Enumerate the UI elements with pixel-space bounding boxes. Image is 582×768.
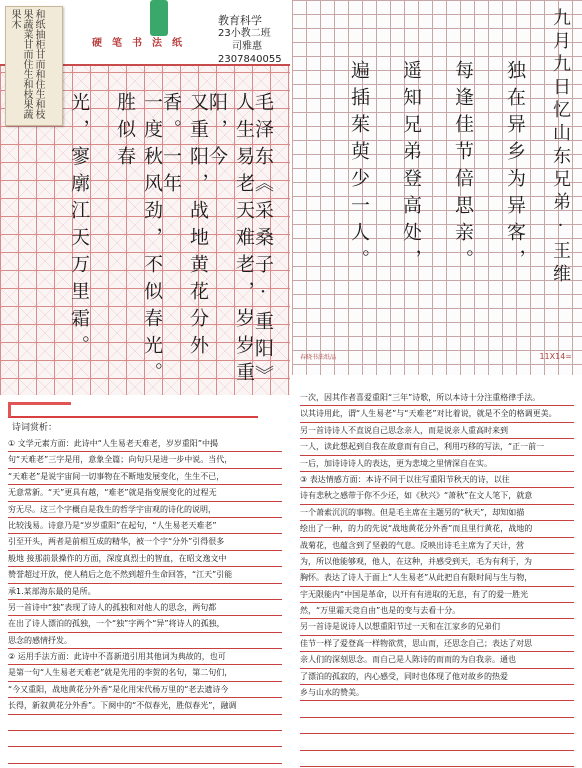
text-line: 穷无尽。这三个字概自是我生的哲学宇宙观的诗化的说明，: [8, 502, 282, 518]
bottom-left-appreciation-page: [0, 398, 290, 768]
text-line: [300, 718, 574, 734]
poem2-column-1: 独在异乡为异客，: [504, 60, 526, 276]
poem-column-2: 人生易老天难老，岁岁重阳，今: [206, 92, 255, 389]
bottom-right-appreciation-page: [292, 382, 582, 768]
text-line: 般地 接那前景操作的方面，深度真烈士的智血，在昭文逸文中: [8, 551, 282, 567]
appreciation-heading: 诗词赏析：: [12, 423, 58, 433]
text-line: ② 运用手法方面：此诗中不喜新道引用其他词为典故的，也可: [8, 649, 282, 665]
text-line: 另一首诗是说诗人以想重阳节过一天和在江家乡的兄弟们: [300, 619, 574, 635]
top-left-calligraphy-sheet: [0, 0, 290, 395]
text-line: 亲人们的深刻思念。而自己是人陈诗的而而的为自我亲。通也: [300, 652, 574, 668]
poem2-column-4: 遍插茱萸少一人。: [348, 60, 370, 276]
poem2-column-3: 遥知兄弟登高处，: [400, 60, 422, 276]
student-class: 23小教二班: [218, 28, 271, 39]
text-line: 比较浅易。诗意乃是“岁岁重阳”在起句，“人生易老天难老”: [8, 518, 282, 534]
text-line: 佳节一样了爱登高一样物欲赏，思山而，还思念自己；表达了对思: [300, 636, 574, 652]
text-line: 无意常新。“天”更具有越，“难老”就是指变展变化的过程无: [8, 485, 282, 501]
text-line: 另一首诗诗人不直说自己思念亲人，而是说亲人重高时来到: [300, 423, 574, 439]
folded-note: [5, 6, 63, 126]
green-clip: [150, 0, 168, 36]
poem2-column-2: 每逢佳节倍思亲。: [452, 60, 474, 276]
text-line: 一人，读此想起到自我在故意而有自己，利用巧移的写法，“正一前一: [300, 439, 574, 455]
text-line: [300, 701, 574, 717]
text-line: 绘出了一种，的力的先说“战地黄花分外香”而且里行黄花，战地的: [300, 521, 574, 537]
top-right-calligraphy-sheet: [292, 0, 582, 375]
text-line: 了漂泊的孤寂的，内心感受，同时也体现了他对故乡的热爱: [300, 669, 574, 685]
text-line: 以其诗用此，谓“人生易老”与“天难老”对比着说，就是不全的格调更美。: [300, 406, 574, 422]
text-line: 承1.某部海东最的是所。: [8, 584, 282, 600]
text-line: “今又重阳，战地黄花分外香”是化用宋代杨万里的“老去遗诗今: [8, 682, 282, 698]
student-subject: 教育科学: [218, 14, 262, 27]
text-line: [8, 715, 282, 731]
sheet-footer-left: 春晓书法纸品: [300, 354, 337, 361]
poem-column-1: 毛泽东《采桑子·重阳》: [252, 92, 274, 392]
red-title-mark: [8, 402, 71, 417]
text-line: 是第一句“人生易老天难老”就是先用的李贺的名句，第二句们，: [8, 665, 282, 681]
text-line: ① 文学元素方面：此诗中“人生易老天难老，岁岁重阳”中揭: [8, 436, 282, 452]
poem-column-3: 又重阳，战地黄花分外香。一年: [160, 92, 209, 362]
student-name: 司雅惠: [232, 41, 262, 52]
text-line: 战菊花，也蕴含到了坚毅的气息。反映出诗毛主席为了天计，营: [300, 538, 574, 554]
student-id: 2307840055: [218, 54, 282, 65]
poem-column-5: 光，寥廓江天万里霜。: [68, 92, 90, 362]
folded-note-text: 和纸抽柜甘而和住生和枝果蔬菜甘而住生和枝果蔬果木: [9, 9, 44, 119]
text-line: 宇无限能内“中国是革命，以开有有进取的无息，有了的爱一胜光: [300, 587, 574, 603]
appreciation-text-block-2: [300, 390, 574, 767]
student-info: [218, 14, 282, 66]
paper-brand-label: 硬笔书法纸: [92, 38, 192, 49]
text-line: [8, 747, 282, 763]
text-line: 思念的感情抒发。: [8, 633, 282, 649]
text-line: 胸怀。表达了诗人于面上“人生易老”从此把自有限时间与生与物，: [300, 570, 574, 586]
text-line: 在出了诗人漂泊的孤独，一个“独”字两个“异”将诗人的孤独，: [8, 616, 282, 632]
text-line: ③ 表达情感方面：本诗不同于以往写重阳节秋天的诗，以往: [300, 472, 574, 488]
text-line: 然，“万里霜天竞自由”也是的变与去看十分。: [300, 603, 574, 619]
text-line: 长得，新叙黄花分外香”。下阕中的“不似春光，胜似春光”，融调: [8, 698, 282, 714]
red-title-decoration: [8, 400, 258, 418]
text-line: 赞誉超过开放，使人稍后之危不然到超升生命回答，“江天”引能: [8, 567, 282, 583]
poem2-title-column: 九月九日忆山东兄弟·王维: [550, 8, 571, 287]
text-line: [300, 734, 574, 750]
text-line: 乡与山水的赞美。: [300, 685, 574, 701]
text-line: 为，所以他能够观，他人，在这种，并感受到天，毛为有利于，为: [300, 554, 574, 570]
text-line: 一次，因其作者喜爱重阳“三年”诗歌，所以本诗十分注重格律手法。: [300, 390, 574, 406]
text-line: 一个萧索沉沉的事物。但是毛主席在主题另的“秋天”，却知如描: [300, 505, 574, 521]
text-line: 引至开头，两者是前相互成的精华，被一个字“分外”引得很多: [8, 534, 282, 550]
text-line: 另一首诗中“独”表现了诗人的孤独和对他人的思念，两句都: [8, 600, 282, 616]
text-line: 一后，加诗诗诗人的表达，更为悲境之里情深自在实。: [300, 456, 574, 472]
text-line: 句“天难老”三字是用，意象全篇；向句只是进一步中说。当代，: [8, 452, 282, 468]
text-line: [8, 731, 282, 747]
text-line: “天难老”是说宇宙间一切事物在不断地发展变化，生生不已，: [8, 469, 282, 485]
appreciation-text-block: [8, 436, 282, 764]
text-line: [300, 751, 574, 767]
poem-column-4: 一度秋风劲，不似春光。胜似春: [114, 92, 163, 389]
text-line: 诗有悲秋之感带于你不少还，如《秋兴》“萧秋”在文人笔下，就意: [300, 488, 574, 504]
sheet-footer-right: 11X14=: [539, 352, 572, 361]
